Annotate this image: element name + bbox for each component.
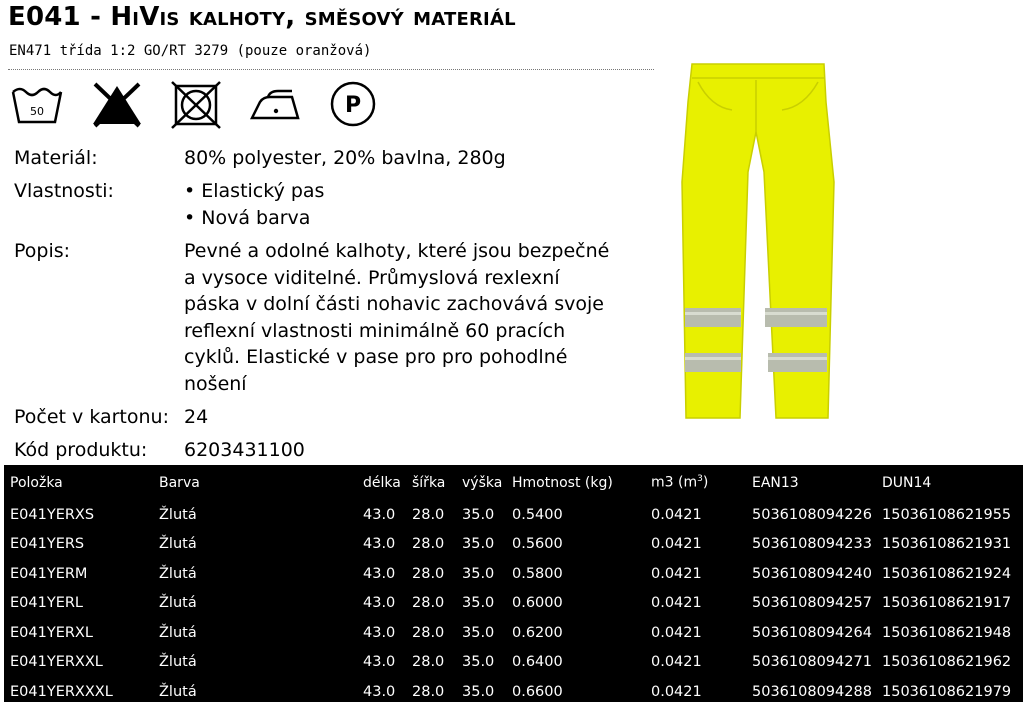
col-header-length: délka [363, 474, 401, 491]
cell-length: 43.0 [363, 565, 396, 582]
header-divider [8, 69, 654, 70]
col-header-dun: DUN14 [882, 474, 932, 491]
cell-volume: 0.0421 [651, 506, 702, 523]
table-row [4, 648, 1023, 678]
cell-ean: 5036108094264 [752, 624, 872, 641]
product-image [676, 62, 838, 424]
cell-length: 43.0 [363, 506, 396, 523]
cell-width: 28.0 [412, 565, 445, 582]
iron-low-icon [246, 80, 306, 130]
material-label: Materiál: [14, 147, 98, 169]
col-header-ean: EAN13 [752, 474, 799, 491]
cell-color: Žlutá [159, 506, 197, 523]
wash-50-icon [10, 80, 64, 130]
cell-item: E041YERM [10, 565, 88, 582]
cell-height: 35.0 [462, 506, 495, 523]
table-row [4, 500, 1023, 530]
description-line: páska v dolní části nohavic zachovává svoje [184, 293, 604, 315]
volume-label: m3 (m [651, 474, 698, 491]
table-row [4, 530, 1023, 560]
cell-dun: 15036108621948 [882, 624, 1012, 641]
description-line: nošení [184, 372, 247, 395]
cell-ean: 5036108094257 [752, 595, 872, 612]
description-line: Pevné a odolné kalhoty, které jsou bezpečné [184, 240, 610, 262]
cell-width: 28.0 [412, 536, 445, 553]
variants-table [4, 465, 1023, 707]
table-body [4, 500, 1023, 707]
cell-color: Žlutá [159, 683, 197, 700]
dry-clean-p-icon [328, 80, 378, 130]
wash-temp-label: 50 [30, 105, 44, 118]
properties-label: Vlastnosti: [14, 180, 114, 202]
table-row [4, 589, 1023, 619]
page-title [8, 2, 516, 32]
cell-color: Žlutá [159, 595, 197, 612]
col-header-width: šířka [412, 474, 446, 491]
cell-dun: 15036108621955 [882, 506, 1012, 523]
no-tumble-dry-icon [170, 80, 222, 130]
cell-height: 35.0 [462, 624, 495, 641]
cell-volume: 0.0421 [651, 536, 702, 553]
cell-length: 43.0 [363, 595, 396, 612]
table-header-row [4, 465, 1023, 500]
col-header-height: výška [462, 474, 503, 491]
volume-sup: 3 [697, 474, 703, 485]
volume-close: ) [702, 474, 709, 491]
product-code-value: 6203431100 [184, 439, 305, 461]
cell-volume: 0.0421 [651, 683, 702, 700]
carton-label: Počet v kartonu: [14, 406, 169, 428]
property-item: • Elastický pas [184, 180, 325, 202]
properties-list [184, 178, 324, 231]
cell-length: 43.0 [363, 624, 396, 641]
table-row [4, 559, 1023, 589]
description-line: reflexní vlastnosti minimálně 60 pracích [184, 319, 566, 342]
cell-dun: 15036108621917 [882, 595, 1012, 612]
cell-weight: 0.6400 [512, 654, 563, 671]
description-label: Popis: [14, 240, 71, 262]
cell-ean: 5036108094271 [752, 654, 872, 671]
property-item: • Nová barva [184, 206, 311, 229]
cell-item: E041YERXXL [10, 654, 103, 671]
cell-length: 43.0 [363, 536, 396, 553]
cell-width: 28.0 [412, 506, 445, 523]
cell-width: 28.0 [412, 595, 445, 612]
cell-length: 43.0 [363, 654, 396, 671]
cell-weight: 0.5400 [512, 506, 563, 523]
cell-length: 43.0 [363, 683, 396, 700]
cell-item: E041YERXL [10, 624, 93, 641]
table-row [4, 677, 1023, 707]
cell-ean: 5036108094226 [752, 506, 872, 523]
description-line: a vysoce viditelné. Průmyslová rexlexní [184, 266, 560, 289]
cell-width: 28.0 [412, 654, 445, 671]
cell-volume: 0.0421 [651, 654, 702, 671]
cell-height: 35.0 [462, 654, 495, 671]
col-header-item: Položka [10, 474, 63, 491]
col-header-color: Barva [159, 474, 200, 491]
cell-height: 35.0 [462, 565, 495, 582]
cell-ean: 5036108094288 [752, 683, 872, 700]
product-code-label: Kód produktu: [14, 439, 148, 461]
cell-dun: 15036108621931 [882, 536, 1012, 553]
cell-volume: 0.0421 [651, 595, 702, 612]
description-text [184, 238, 609, 397]
cell-volume: 0.0421 [651, 624, 702, 641]
cell-dun: 15036108621979 [882, 683, 1012, 700]
carton-value: 24 [184, 406, 209, 428]
cell-weight: 0.5600 [512, 536, 563, 553]
cell-width: 28.0 [412, 624, 445, 641]
no-bleach-icon [88, 80, 146, 130]
cell-height: 35.0 [462, 536, 495, 553]
col-header-volume [651, 465, 752, 500]
product-code-title: E041 [8, 2, 81, 32]
cell-volume: 0.0421 [651, 565, 702, 582]
cell-color: Žlutá [159, 654, 197, 671]
cell-width: 28.0 [412, 683, 445, 700]
page-subtitle: EN471 třída 1:2 GO/RT 3279 (pouze oranžová) [9, 43, 372, 59]
cell-height: 35.0 [462, 683, 495, 700]
cell-item: E041YERS [10, 536, 85, 553]
cell-color: Žlutá [159, 624, 197, 641]
svg-text:P: P [344, 93, 362, 118]
cell-item: E041YERXS [10, 506, 95, 523]
cell-ean: 5036108094233 [752, 536, 872, 553]
cell-ean: 5036108094240 [752, 565, 872, 582]
title-separator: - [80, 2, 111, 32]
cell-item: E041YERXXXL [10, 683, 113, 700]
cell-weight: 0.6200 [512, 624, 563, 641]
cell-weight: 0.6600 [512, 683, 563, 700]
cell-dun: 15036108621962 [882, 654, 1012, 671]
cell-height: 35.0 [462, 595, 495, 612]
cell-weight: 0.6000 [512, 595, 563, 612]
material-value: 80% polyester, 20% bavlna, 280g [184, 147, 506, 169]
cell-dun: 15036108621924 [882, 565, 1012, 582]
col-header-weight: Hmotnost (kg) [512, 474, 613, 491]
table-row [4, 618, 1023, 648]
cell-color: Žlutá [159, 536, 197, 553]
description-line: cyklů. Elastické v pase pro pro pohodlné [184, 346, 568, 368]
cell-color: Žlutá [159, 565, 197, 582]
variants-table-container [4, 465, 1023, 702]
product-name-title: HiVis kalhoty, směsový materiál [110, 2, 516, 32]
cell-weight: 0.5800 [512, 565, 563, 582]
cell-item: E041YERL [10, 595, 84, 612]
